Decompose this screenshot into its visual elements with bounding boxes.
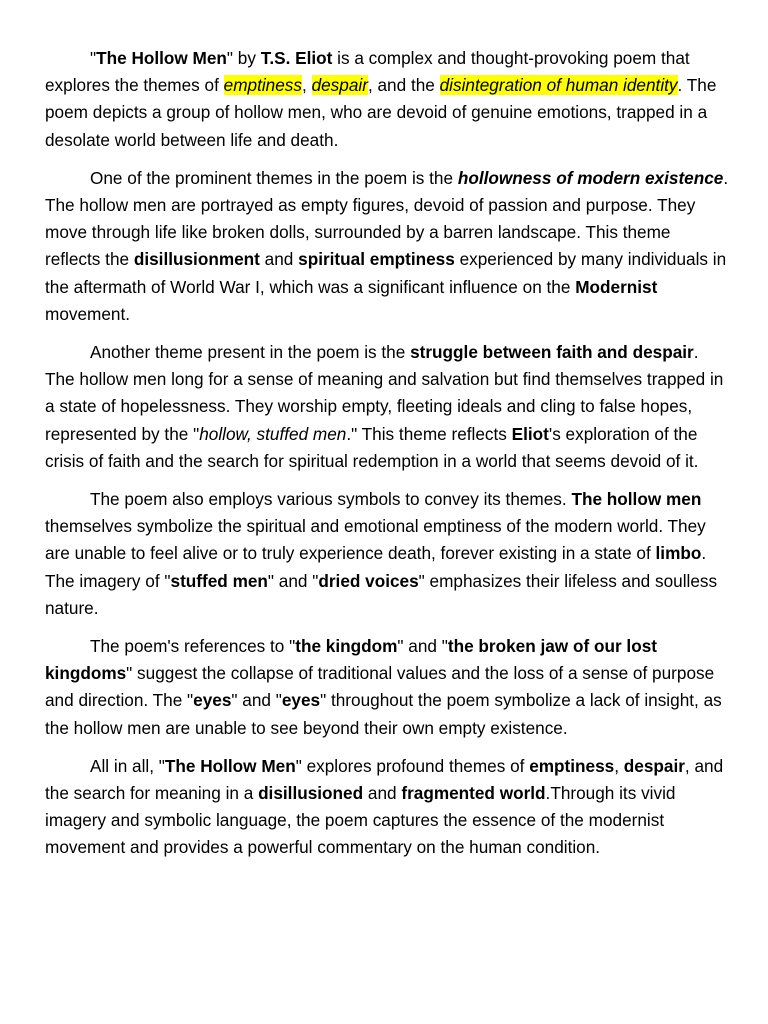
- text-run: ." This theme reflects: [346, 423, 512, 444]
- text-run: . The imagery of ": [45, 543, 707, 591]
- bold-term: The hollow men: [571, 489, 702, 510]
- highlight-despair: despair: [311, 75, 368, 96]
- text-run: ,: [614, 755, 624, 776]
- bold-term: the kingdom: [295, 636, 398, 657]
- text-run: and: [259, 249, 299, 270]
- bold-term: eyes: [193, 690, 232, 711]
- bold-term: the broken jaw of our lost kingdoms: [45, 636, 657, 684]
- text-run: and: [363, 783, 402, 804]
- text-run: " by: [226, 48, 261, 68]
- paragraph-faith: [45, 339, 730, 475]
- text-run: " and ": [267, 570, 319, 591]
- bold-term: Eliot: [511, 423, 549, 444]
- author-name: T.S. Eliot: [260, 48, 333, 68]
- paragraph-conclusion: [45, 753, 730, 862]
- bold-term: limbo: [655, 543, 702, 564]
- highlight-disintegration: disintegration of human identity: [439, 75, 678, 96]
- text-run: , and the: [367, 75, 440, 96]
- text-run: . The hollow men long for a sense of meaning and salvation but find themselves trapped in a state of hopelessness. They worship empty, fleeting ideals and cling to false hopes, represented by the ": [45, 342, 724, 444]
- bold-term: fragmented world: [401, 783, 546, 804]
- paragraph-hollowness: [45, 165, 730, 328]
- bold-term: stuffed men: [170, 570, 268, 591]
- bold-term: emptiness: [529, 755, 615, 776]
- bold-term: dried voices: [318, 570, 419, 591]
- emphasis-hollowness: hollowness of modern existence: [457, 167, 724, 188]
- bold-term: Modernist: [575, 276, 658, 297]
- text-run: is a complex and thought-provoking poem that explores the themes of: [45, 48, 690, 96]
- bold-term: spiritual emptiness: [298, 249, 455, 270]
- text-run: . The hollow men are portrayed as empty figures, devoid of passion and purpose. They move through life like broken dolls, surrounded by a barren landscape. This theme reflects the: [45, 167, 729, 270]
- text-run: " and ": [231, 690, 282, 711]
- text-run: All in all, ": [90, 755, 165, 776]
- document-page: [45, 45, 730, 873]
- text-run: . The poem depicts a group of hollow men, who are devoid of genuine emotions, trapped in a desolate world between life and death.: [45, 75, 717, 150]
- text-run: " throughout the poem symbolize a lack of insight, as the hollow men are unable to see beyond their own empty existence.: [45, 690, 722, 738]
- bold-term: disillusioned: [258, 783, 364, 804]
- text-run: movement.: [45, 303, 131, 324]
- text-run: , and the search for meaning in a: [45, 755, 724, 804]
- text-run: Another theme present in the poem is the: [90, 342, 411, 363]
- text-run: " explores profound themes of: [295, 755, 530, 776]
- text-run: The poem also employs various symbols to convey its themes.: [90, 489, 572, 510]
- paragraph-references: [45, 633, 730, 742]
- italic-quote: hollow, stuffed men: [199, 423, 347, 444]
- bold-term: disillusionment: [133, 249, 260, 270]
- text-run: " suggest the collapse of traditional values and the loss of a sense of purpose and direction. The ": [45, 663, 715, 711]
- paragraph-intro: [45, 45, 730, 154]
- text-run: " emphasizes their lifeless and soulless nature.: [45, 570, 718, 618]
- bold-term: The Hollow Men: [164, 755, 296, 776]
- text-run: The poem's references to ": [90, 636, 296, 657]
- text-run: One of the prominent themes in the poem is the: [90, 167, 458, 188]
- text-run: experienced by many individuals in the aftermath of World War I, which was a significant influence on the: [45, 249, 727, 297]
- text-run: ,: [302, 75, 312, 96]
- bold-term: despair: [623, 755, 685, 776]
- text-run: .Through its vivid imagery and symbolic language, the poem captures the essence of the modernist movement and provides a powerful commentary on the human condition.: [45, 783, 676, 858]
- paragraph-symbols: [45, 486, 730, 622]
- poem-title: The Hollow Men: [96, 48, 227, 68]
- text-run: themselves symbolize the spiritual and emotional emptiness of the modern world. They are unable to feel alive or to truly experience death, forever existing in a state of: [45, 516, 706, 564]
- text-run: 's exploration of the crisis of faith and the search for spiritual redemption in a world that seems devoid of it.: [45, 423, 699, 471]
- bold-term: struggle between faith and despair: [410, 342, 694, 363]
- text-run: ": [90, 48, 97, 68]
- text-run: " and ": [397, 636, 448, 657]
- bold-term: eyes: [281, 690, 321, 711]
- highlight-emptiness: emptiness: [223, 75, 302, 96]
